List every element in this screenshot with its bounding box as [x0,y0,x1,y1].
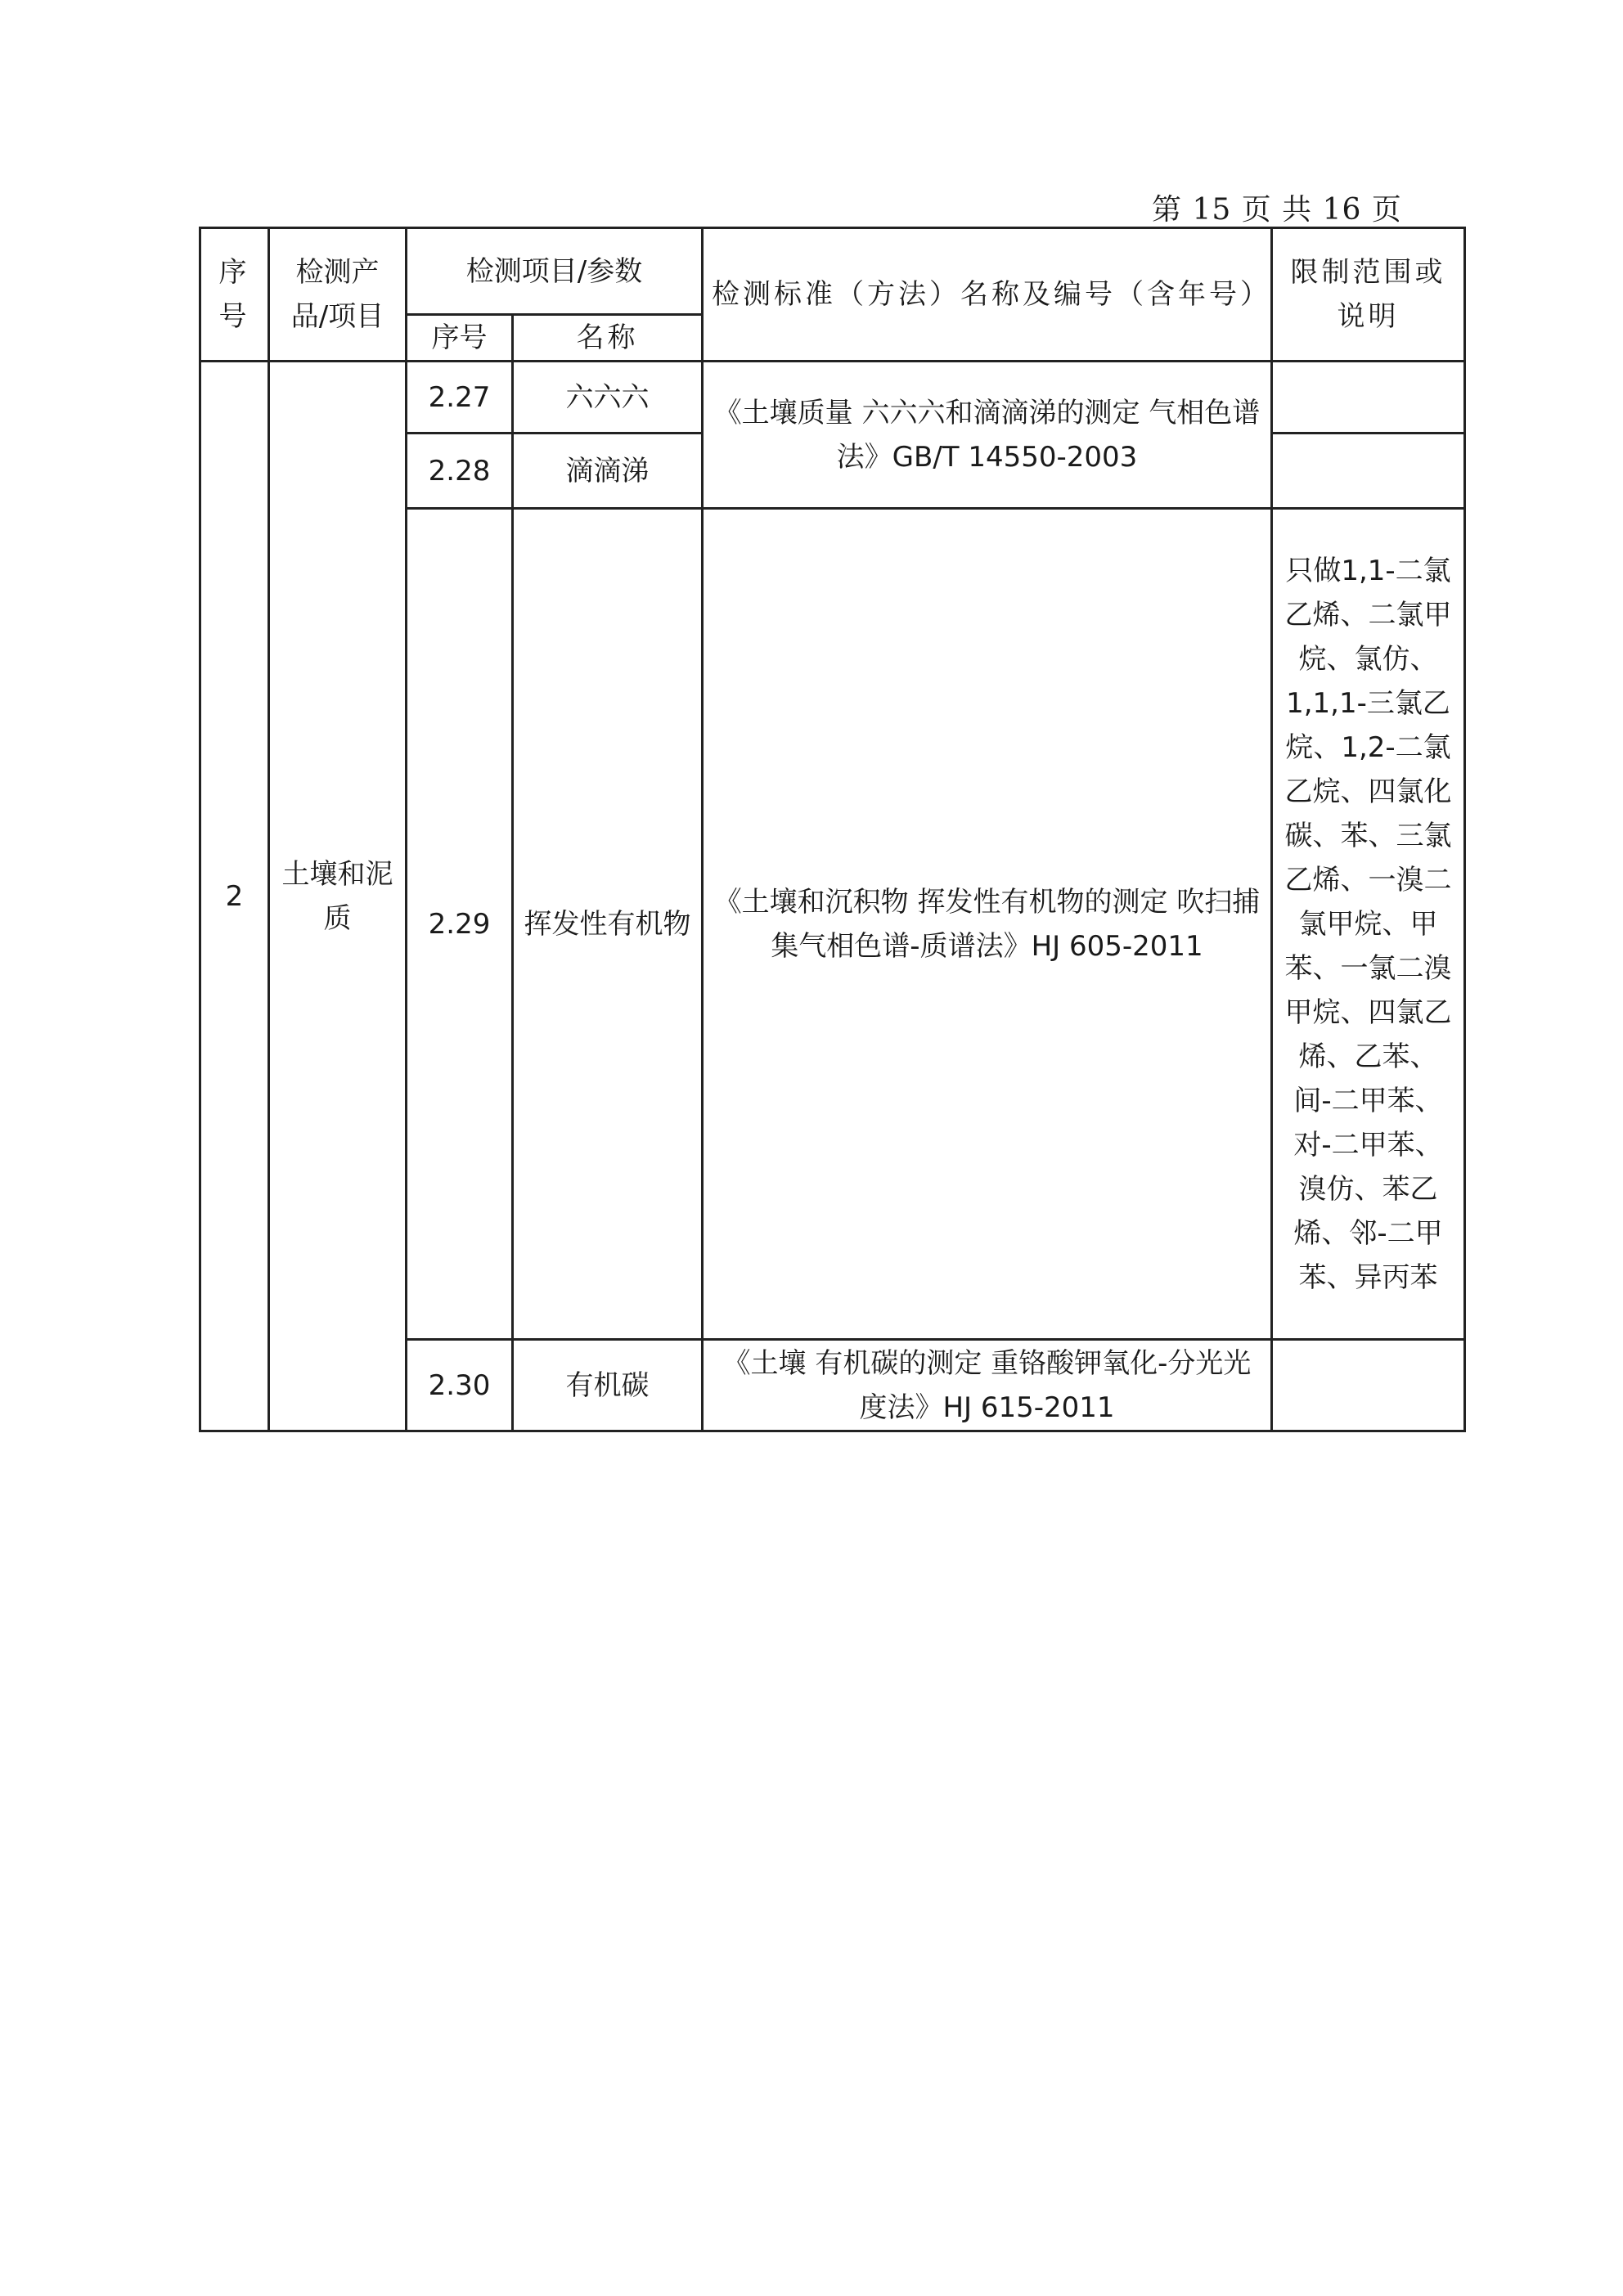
row-limit [1272,1340,1465,1431]
row-limit [1272,362,1465,434]
row-seq: 2.27 [407,362,513,434]
row-standard: 《土壤 有机碳的测定 重铬酸钾氧化-分光光度法》HJ 615-2011 [703,1340,1272,1431]
header-seq: 序号 [200,228,269,362]
row-name: 滴滴涕 [513,434,703,509]
header-item-group: 检测项目/参数 [407,228,703,315]
header-limit: 限制范围或说明 [1272,228,1465,362]
product-name: 土壤和泥质 [269,362,407,1431]
row-name: 挥发性有机物 [513,509,703,1340]
header-item-name: 名称 [513,315,703,362]
row-limit: 只做1,1-二氯乙烯、二氯甲烷、氯仿、1,1,1-三氯乙烷、1,2-二氯乙烷、四氯化碳、苯、三氯乙烯、一溴二氯甲烷、甲苯、一氯二溴甲烷、四氯乙烯、乙苯、间-二甲苯、对-二甲苯、溴仿、苯乙烯、邻-二甲苯、异丙苯 [1272,509,1465,1340]
row-limit [1272,434,1465,509]
row-name: 六六六 [513,362,703,434]
row-standard: 《土壤和沉积物 挥发性有机物的测定 吹扫捕集气相色谱-质谱法》HJ 605-2011 [703,509,1272,1340]
product-seq: 2 [200,362,269,1431]
table-row [200,362,1465,434]
row-seq: 2.28 [407,434,513,509]
header-item-seq: 序号 [407,315,513,362]
row-name: 有机碳 [513,1340,703,1431]
header-standard: 检测标准（方法）名称及编号（含年号） [703,228,1272,362]
row-seq: 2.29 [407,509,513,1340]
page-number: 第 15 页 共 16 页 [1152,193,1402,227]
row-seq: 2.30 [407,1340,513,1431]
header-product: 检测产品/项目 [269,228,407,362]
row-standard: 《土壤质量 六六六和滴滴涕的测定 气相色谱法》GB/T 14550-2003 [703,362,1272,509]
accreditation-table [199,227,1466,1432]
